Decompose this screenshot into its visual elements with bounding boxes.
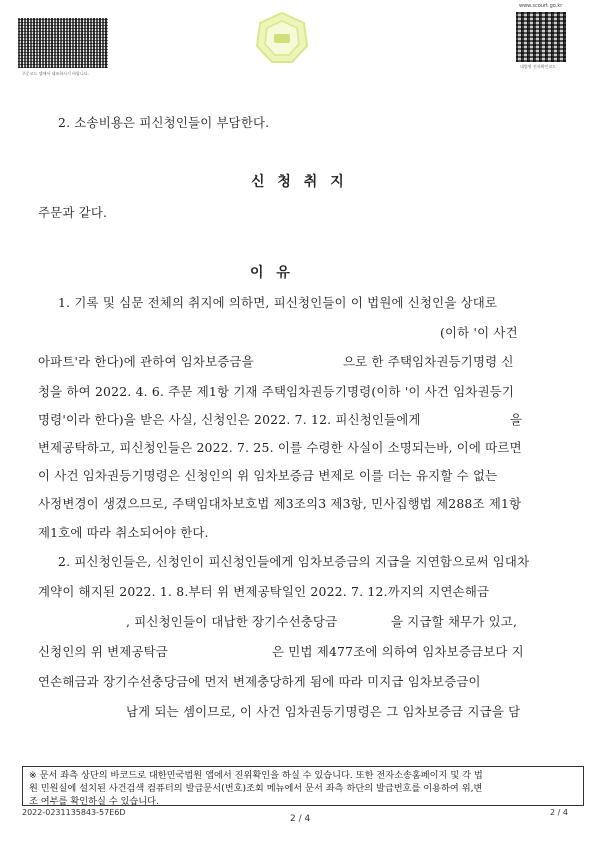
text-line: 계약이 해지된 2022. 1. 8.부터 위 변제공탁일인 2022. 7. 12.까지의 지연손해금 [38,584,490,599]
court-emblem-watermark [254,10,310,66]
text-line: 으로 한 주택임차권등기명령 신 [343,354,514,369]
text-line: 이 사건 임차권등기명령은 신청인의 위 임차보증금 변제로 이를 더는 유지할 수 없는 [38,468,498,483]
document-barcode [18,18,108,68]
notice-line: 원 민원실에 설치된 사건검색 컴퓨터의 발급문서(번호)조회 메뉴에서 문서 좌측 하단의 발급번호를 이용하여 위,변 [29,783,483,794]
text-line: 2. 소송비용은 피신청인들이 부담한다. [58,115,270,130]
qr-caption: 대법원 전자확인코드 [520,64,557,69]
text-line: 2. 피신청인들은, 신청인이 피신청인들에게 임차보증금의 지급을 지연함으로써 임대차 [58,554,530,569]
verification-qr-code [516,12,566,62]
page-number-right: 2 / 4 [550,808,568,817]
section-heading-claim: 신 청 취 지 [251,174,348,190]
text-line: 사정변경이 생겼으므로, 주택임대차보호법 제3조의3 제3항, 민사집행법 제288조 제1항 [38,496,522,511]
text-line: 남게 되는 셈이므로, 이 사건 임차권등기명령은 그 임차보증금 지급을 담 [126,704,521,719]
qr-url: www.scourt.go.kr [519,3,563,9]
section-heading-reasons: 이 유 [250,265,294,281]
document-number: 2022-0231135843-57E6D [22,808,126,817]
verification-notice-box [22,766,584,806]
text-line: 연손해금과 장기수선충당금에 먼저 변제충당하게 됨에 따라 미지급 임차보증금이 [38,674,481,689]
text-line: 변제공탁하고, 피신청인들은 2022. 7. 25. 이를 수령한 사실이 소명되는바, 이에 따르면 [38,440,522,455]
page-number-center: 2 / 4 [290,814,311,824]
notice-line: ※ 문서 좌측 상단의 바코드로 대한민국법원 앱에서 진위확인을 하실 수 있습니다. 또한 전자소송홈페이지 및 각 법 [29,770,483,781]
text-line: 청을 하여 2022. 4. 6. 주문 제1항 기재 주택임차권등기명령(이하 '이 사건 임차권등기 [38,384,515,399]
text-line: 을 지급할 채무가 있고, [391,614,518,629]
text-line: 을 [510,412,523,427]
text-line: , 피신청인들이 대납한 장기수선충당금 [126,614,338,629]
text-line: 은 민법 제477조에 의하여 임차보증금보다 지 [272,644,524,659]
text-line: 아파트'라 한다)에 관하여 임차보증금을 [38,354,254,369]
text-line: 1. 기록 및 심문 전체의 취지에 의하면, 피신청인들이 이 법원에 신청인을 상대로 [58,295,498,310]
text-line: 신청인의 위 변제공탁금 [38,644,168,659]
text-line: (이하 '이 사건 [440,325,518,340]
notice-line: 조 여부를 확인하실 수 있습니다. [29,796,159,807]
text-line: 명령'이라 한다)을 받은 사실, 신청인은 2022. 7. 12. 피신청인들에게 [38,412,421,427]
text-line: 제1호에 따라 취소되어야 한다. [38,525,209,540]
text-line: 주문과 같다. [38,205,108,220]
barcode-caption: 주문코드 앱에서 대조하시기 바랍니다. [22,71,89,76]
